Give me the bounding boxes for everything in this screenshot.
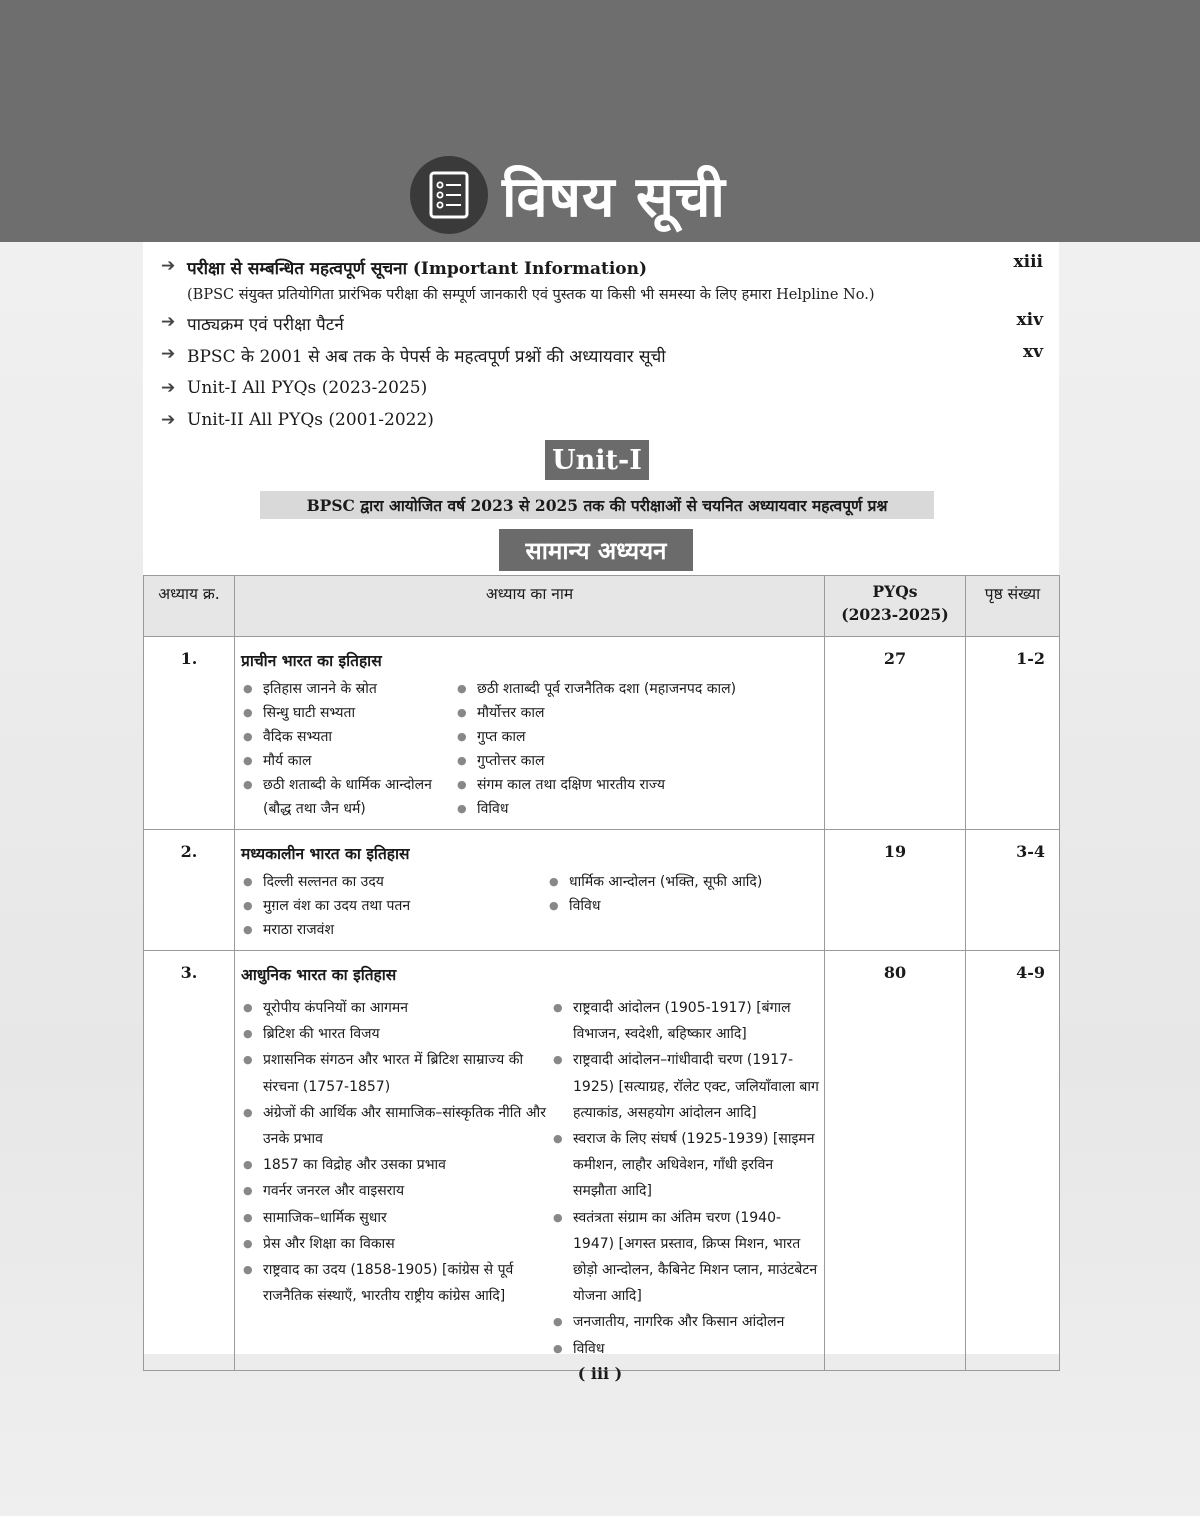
list-item: ● मराठा राजवंश — [241, 918, 547, 942]
header-pyqs-label: PYQs — [872, 582, 918, 601]
toc-item-note: (BPSC संयुक्त प्रतियोगिता प्रारंभिक परीक्षा की सम्पूर्ण जानकारी एवं पुस्तक या किसी भी समस्या के लिए हमारा Helpline No.) — [187, 287, 875, 303]
toc-item-unit2[interactable] — [161, 410, 434, 430]
list-item: ● मौर्योत्तर काल — [455, 701, 815, 725]
header-pyqs — [825, 576, 966, 637]
list-item: ● प्रेस और शिक्षा का विकास — [241, 1231, 547, 1257]
pyq-count: 27 — [825, 637, 966, 830]
toc-item-label: Unit-I All PYQs (2023-2025) — [187, 378, 428, 398]
list-item: ● गवर्नर जनरल और वाइसराय — [241, 1178, 547, 1204]
toc-page-number: xv — [1022, 342, 1043, 362]
chapters-table — [143, 575, 1060, 1371]
toc-item-label: Unit-II All PYQs (2001-2022) — [187, 410, 434, 430]
topic-list-right — [551, 995, 819, 1362]
table-row[interactable] — [144, 951, 1060, 1371]
arrow-icon: ➔ — [161, 312, 176, 332]
list-item: ● प्रशासनिक संगठन और भारत में ब्रिटिश साम्राज्य की संरचना (1757-1857) — [241, 1047, 547, 1099]
list-item: ● यूरोपीय कंपनियों का आगमन — [241, 995, 547, 1021]
chapter-title: प्राचीन भारत का इतिहास — [241, 652, 382, 670]
chapter-cell — [235, 637, 825, 830]
list-item: ● अंग्रेजों की आर्थिक और सामाजिक–सांस्कृतिक नीति और उनके प्रभाव — [241, 1100, 547, 1152]
toc-item-unit1[interactable] — [161, 378, 427, 398]
list-item: ● छठी शताब्दी पूर्व राजनैतिक दशा (महाजनपद काल) — [455, 677, 815, 701]
list-item: ● स्वराज के लिए संघर्ष (1925-1939) [साइमन कमीशन, लाहौर अधिवेशन, गाँधी इरविन समझौता आदि] — [551, 1126, 819, 1205]
topic-list-right — [547, 870, 817, 942]
list-document-icon — [410, 156, 488, 234]
unit-subtitle: BPSC द्वारा आयोजित वर्ष 2023 से 2025 तक की परीक्षाओं से चयनित अध्यायवार महत्वपूर्ण प्रश्न — [260, 491, 934, 519]
chapter-title: मध्यकालीन भारत का इतिहास — [241, 845, 410, 863]
chapter-cell — [235, 830, 825, 951]
title-text: विषय सूची — [502, 165, 726, 230]
list-item: ● मुग़ल वंश का उदय तथा पतन — [241, 894, 547, 918]
list-item: ● मौर्य काल — [241, 749, 455, 773]
chapter-number: 3. — [144, 951, 235, 1371]
list-item: ● इतिहास जानने के स्रोत — [241, 677, 455, 701]
table-row[interactable] — [144, 830, 1060, 951]
list-item: ● राष्ट्रवादी आंदोलन–गांधीवादी चरण (1917-1925) [सत्याग्रह, रॉलेट एक्ट, जलियाँवाला बाग हत्याकांड, असहयोग आंदोलन आदि] — [551, 1047, 819, 1126]
list-item: ● विविध — [551, 1336, 819, 1362]
list-item: ● विविध — [455, 797, 815, 821]
chapter-title: आधुनिक भारत का इतिहास — [241, 966, 397, 984]
list-item: ● सामाजिक–धार्मिक सुधार — [241, 1205, 547, 1231]
list-item: ● गुप्तोत्तर काल — [455, 749, 815, 773]
list-item: ● छठी शताब्दी के धार्मिक आन्दोलन (बौद्ध तथा जैन धर्म) — [241, 773, 455, 821]
subject-badge: सामान्य अध्ययन — [499, 529, 693, 571]
toc-item-chapter-list[interactable] — [161, 344, 666, 367]
topic-list-left — [241, 870, 547, 942]
toc-item-label: पाठ्यक्रम एवं परीक्षा पैटर्न — [187, 315, 344, 335]
page-range: 1-2 — [966, 637, 1060, 830]
list-item: ● सिन्धु घाटी सभ्यता — [241, 701, 455, 725]
list-item: ● ब्रिटिश की भारत विजय — [241, 1021, 547, 1047]
arrow-icon: ➔ — [161, 410, 176, 430]
chapter-cell — [235, 951, 825, 1371]
topic-list-left — [241, 995, 551, 1362]
unit-badge: Unit-I — [545, 440, 649, 480]
table-row[interactable] — [144, 637, 1060, 830]
header-pyqs-years: (2023-2025) — [841, 605, 949, 624]
toc-page-number: xiii — [1013, 252, 1043, 272]
list-item: ● राष्ट्रवादी आंदोलन (1905-1917) [बंगाल विभाजन, स्वदेशी, बहिष्कार आदि] — [551, 995, 819, 1047]
chapter-number: 2. — [144, 830, 235, 951]
page-range: 4-9 — [966, 951, 1060, 1371]
pyq-count: 80 — [825, 951, 966, 1371]
footer-page-number: ( iii ) — [577, 1364, 623, 1383]
list-item: ● संगम काल तथा दक्षिण भारतीय राज्य — [455, 773, 815, 797]
arrow-icon: ➔ — [161, 344, 176, 364]
toc-page-number: xiv — [1016, 310, 1043, 330]
arrow-icon: ➔ — [161, 256, 176, 276]
header-page-number: पृष्ठ संख्या — [966, 576, 1060, 637]
list-item: ● दिल्ली सल्तनत का उदय — [241, 870, 547, 894]
list-item: ● राष्ट्रवाद का उदय (1858-1905) [कांग्रेस से पूर्व राजनैतिक संस्थाएँ, भारतीय राष्ट्रीय कांग्रेस आदि] — [241, 1257, 547, 1309]
list-item: ● जनजातीय, नागरिक और किसान आंदोलन — [551, 1309, 819, 1335]
list-item: ● गुप्त काल — [455, 725, 815, 749]
toc-item-syllabus[interactable] — [161, 312, 344, 335]
header-chapter-number: अध्याय क्र. — [144, 576, 235, 637]
topic-list-right — [455, 677, 815, 821]
page-title — [410, 150, 726, 240]
list-item: ● विविध — [547, 894, 817, 918]
topic-list-left — [241, 677, 455, 821]
list-item: ● धार्मिक आन्दोलन (भक्ति, सूफी आदि) — [547, 870, 817, 894]
contents-panel — [143, 242, 1059, 1357]
toc-item-important-info[interactable] — [161, 256, 647, 279]
toc-item-label: परीक्षा से सम्बन्धित महत्वपूर्ण सूचना (Important Information) — [187, 259, 648, 279]
arrow-icon: ➔ — [161, 378, 176, 398]
list-item: ● 1857 का विद्रोह और उसका प्रभाव — [241, 1152, 547, 1178]
page-range: 3-4 — [966, 830, 1060, 951]
table-header-row — [144, 576, 1060, 637]
list-item: ● स्वतंत्रता संग्राम का अंतिम चरण (1940-1947) [अगस्त प्रस्ताव, क्रिप्स मिशन, भारत छोड़ो आन्दोलन, कैबिनेट मिशन प्लान, माउंटबेटन योजना आदि] — [551, 1205, 819, 1310]
chapter-number: 1. — [144, 637, 235, 830]
toc-item-label: BPSC के 2001 से अब तक के पेपर्स के महत्वपूर्ण प्रश्नों की अध्यायवार सूची — [187, 347, 666, 367]
list-item: ● वैदिक सभ्यता — [241, 725, 455, 749]
pyq-count: 19 — [825, 830, 966, 951]
header-chapter-name: अध्याय का नाम — [235, 576, 825, 637]
